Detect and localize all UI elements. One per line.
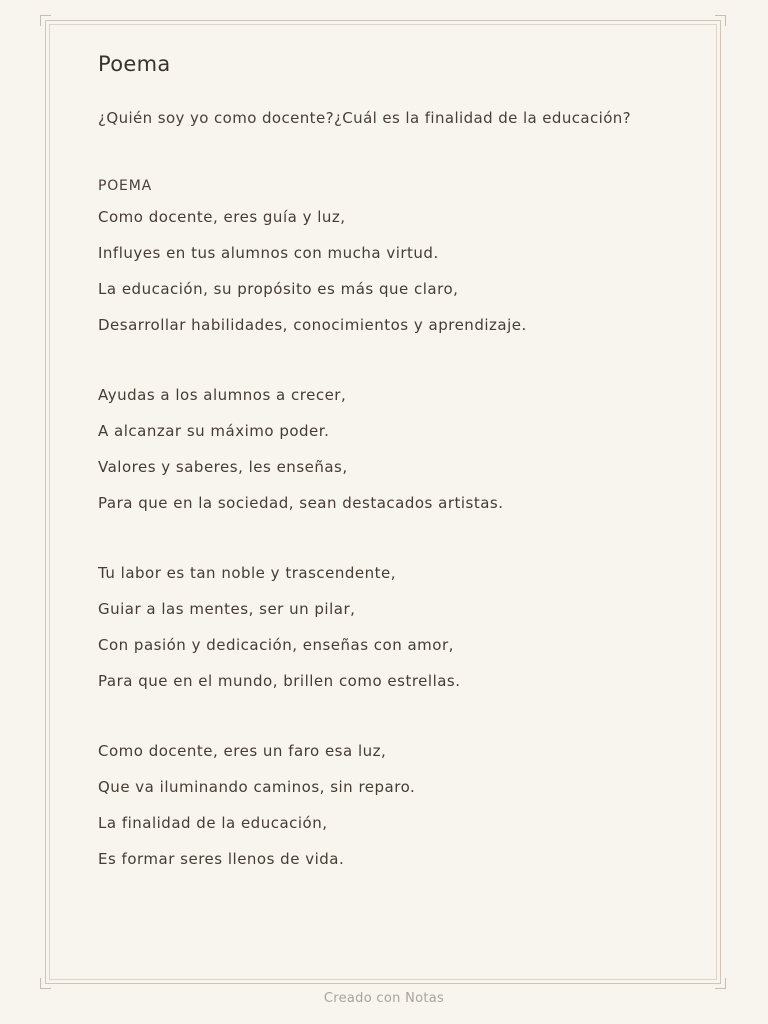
poem-line: Que va iluminando caminos, sin reparo. — [98, 778, 416, 796]
note-question: ¿Quién soy yo como docente?¿Cuál es la finalidad de la educación? — [98, 109, 632, 127]
frame-corner-top-right — [715, 15, 726, 26]
poem-line: Influyes en tus alumnos con mucha virtud. — [98, 244, 439, 262]
note-title: Poema — [98, 52, 171, 76]
footer-created-with: Creado con Notas — [323, 991, 445, 1006]
stanza-2 — [98, 384, 658, 514]
poem-line: Valores y saberes, les enseñas, — [98, 458, 348, 476]
poem-label: POEMA — [98, 178, 152, 194]
frame-corner-top-left — [40, 15, 51, 26]
stanza-1 — [98, 206, 658, 336]
stanza-4 — [98, 740, 658, 870]
poem-line: A alcanzar su máximo poder. — [98, 422, 330, 440]
poem-line: La finalidad de la educación, — [98, 814, 328, 832]
note-content — [98, 52, 658, 918]
poem-line: Con pasión y dedicación, enseñas con amor, — [98, 636, 454, 654]
stanza-3 — [98, 562, 658, 692]
frame-corner-bottom-right — [715, 978, 726, 989]
frame-corner-bottom-left — [40, 978, 51, 989]
poem-line: Es formar seres llenos de vida. — [98, 850, 345, 868]
poem-line: Como docente, eres un faro esa luz, — [98, 742, 387, 760]
poem-line: Para que en el mundo, brillen como estrellas. — [98, 672, 461, 690]
poem-line: Como docente, eres guía y luz, — [98, 208, 346, 226]
poem-line: Para que en la sociedad, sean destacados artistas. — [98, 494, 504, 512]
poem-line: La educación, su propósito es más que claro, — [98, 280, 459, 298]
poem-line: Desarrollar habilidades, conocimientos y aprendizaje. — [98, 316, 527, 334]
poem-line: Tu labor es tan noble y trascendente, — [98, 564, 396, 582]
poem-line: Ayudas a los alumnos a crecer, — [98, 386, 347, 404]
poem-line: Guiar a las mentes, ser un pilar, — [98, 600, 356, 618]
